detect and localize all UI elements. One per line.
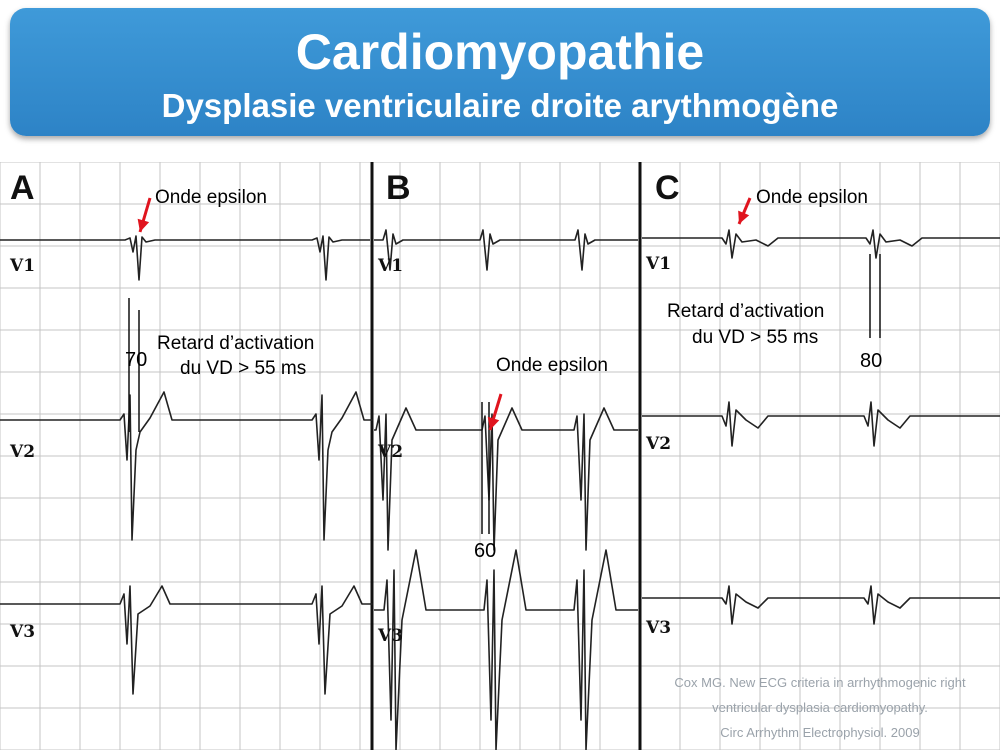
panel-c-delay-label-line2: du VD > 55 ms [692, 327, 819, 348]
panel-a-epsilon-label: Onde epsilon [155, 187, 267, 208]
panel-b-measure: 60 [474, 540, 497, 562]
panel-a-lead-v2: V2 [10, 442, 36, 462]
panel-b-v2-trace [374, 408, 638, 550]
panel-a-delay-label-line2: du VD > 55 ms [180, 358, 307, 379]
panel-c-v3-trace [642, 586, 1000, 624]
panel-a-lead-v1: V1 [10, 256, 36, 276]
panel-c-lead-v1: V1 [646, 254, 672, 274]
panel-c-lead-v2: V2 [646, 434, 672, 454]
ecg-figure [0, 162, 1000, 750]
panel-c-epsilon-label: Onde epsilon [756, 187, 868, 208]
reference-line-1: Cox MG. New ECG criteria in arrhythmogenic right [674, 675, 966, 690]
panel-c-v1-trace [642, 230, 1000, 258]
panel-a-lead-v3: V3 [10, 622, 36, 642]
panel-b-letter: B [386, 169, 411, 207]
panel-a-v1-trace [0, 236, 370, 280]
ecg-tracings [0, 162, 1000, 750]
slide-title: Cardiomyopathie [295, 24, 705, 80]
panel-b-lead-v3: V3 [378, 626, 404, 646]
panel-a-v3-trace [0, 586, 372, 694]
panel-a-letter: A [10, 169, 35, 207]
panel-a-delay-label-line1: Retard d’activation [157, 333, 315, 354]
slide-subtitle: Dysplasie ventriculaire droite arythmogène [161, 87, 839, 124]
panel-c-delay-label-line1: Retard d’activation [667, 301, 825, 322]
reference-line-2: ventricular dysplasia cardiomyopathy. [712, 700, 928, 715]
panel-b-lead-v2: V2 [378, 442, 404, 462]
panel-b-epsilon-label: Onde epsilon [496, 355, 608, 376]
panel-b-lead-v1: V1 [378, 256, 404, 276]
panel-c-v2-trace [642, 402, 1000, 446]
panel-c-measure: 80 [860, 350, 883, 372]
panel-c-lead-v3: V3 [646, 618, 672, 638]
panel-b-v3-trace [374, 550, 638, 750]
reference-line-3: Circ Arrhythm Electrophysiol. 2009 [720, 725, 920, 740]
title-banner [10, 8, 990, 136]
panel-b-v1-trace [374, 230, 638, 270]
panel-c-letter: C [655, 169, 680, 207]
panel-a-measure: 70 [125, 349, 148, 371]
